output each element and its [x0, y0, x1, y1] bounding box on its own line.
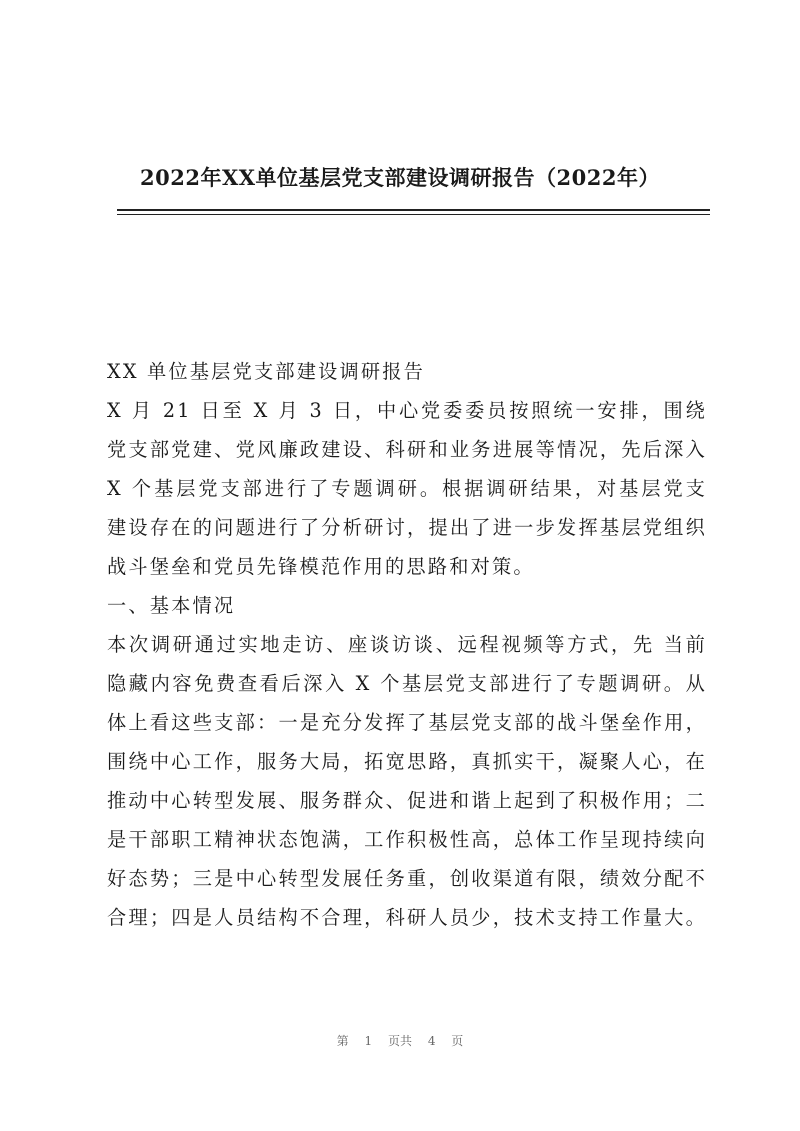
- body-line: 好态势；三是中心转型发展任务重，创收渠道有限，绩效分配不: [107, 867, 707, 890]
- section-heading: 一、基本情况: [107, 594, 236, 617]
- footer-total-pages: 4: [427, 1034, 436, 1048]
- body-line: 战斗堡垒和党员先锋模范作用的思路和对策。: [107, 555, 535, 578]
- body-line: X 月 21 日至 X 月 3 日，中心党委委员按照统一安排，围绕: [107, 399, 707, 422]
- body-line: 党支部党建、党风廉政建设、科研和业务进展等情况，先后深入: [107, 438, 707, 461]
- footer-page-number: 1: [364, 1034, 373, 1048]
- body-line: X 个基层党支部进行了专题调研。根据调研结果，对基层党支: [107, 477, 707, 500]
- body-line: 合理；四是人员结构不合理，科研人员少，技术支持工作量大。: [107, 906, 707, 929]
- title-underline-thick: [117, 209, 710, 211]
- body-line: 是干部职工精神状态饱满，工作积极性高，总体工作呈现持续向: [107, 828, 707, 851]
- footer-prefix: 第: [336, 1034, 349, 1048]
- document-title: 2022年XX单位基层党支部建设调研报告（2022年）: [140, 165, 660, 190]
- page-footer: [0, 1032, 800, 1049]
- document-body: [107, 352, 707, 937]
- body-line: 推动中心转型发展、服务群众、促进和谐上起到了积极作用；二: [107, 789, 707, 812]
- body-line: 建设存在的问题进行了分析研讨，提出了进一步发挥基层党组织: [107, 516, 707, 539]
- footer-suffix: 页: [451, 1034, 464, 1048]
- body-line: 围绕中心工作，服务大局，拓宽思路，真抓实干，凝聚人心，在: [107, 750, 707, 773]
- body-line: 隐藏内容免费查看后深入 X 个基层党支部进行了专题调研。从: [107, 672, 707, 695]
- title-underline-thin: [117, 214, 710, 215]
- body-line: 体上看这些支部：一是充分发挥了基层党支部的战斗堡垒作用，: [107, 711, 707, 734]
- body-line: 本次调研通过实地走访、座谈访谈、远程视频等方式，先 当前: [107, 633, 707, 656]
- footer-middle: 页共: [387, 1034, 412, 1048]
- body-line: XX 单位基层党支部建设调研报告: [107, 360, 426, 383]
